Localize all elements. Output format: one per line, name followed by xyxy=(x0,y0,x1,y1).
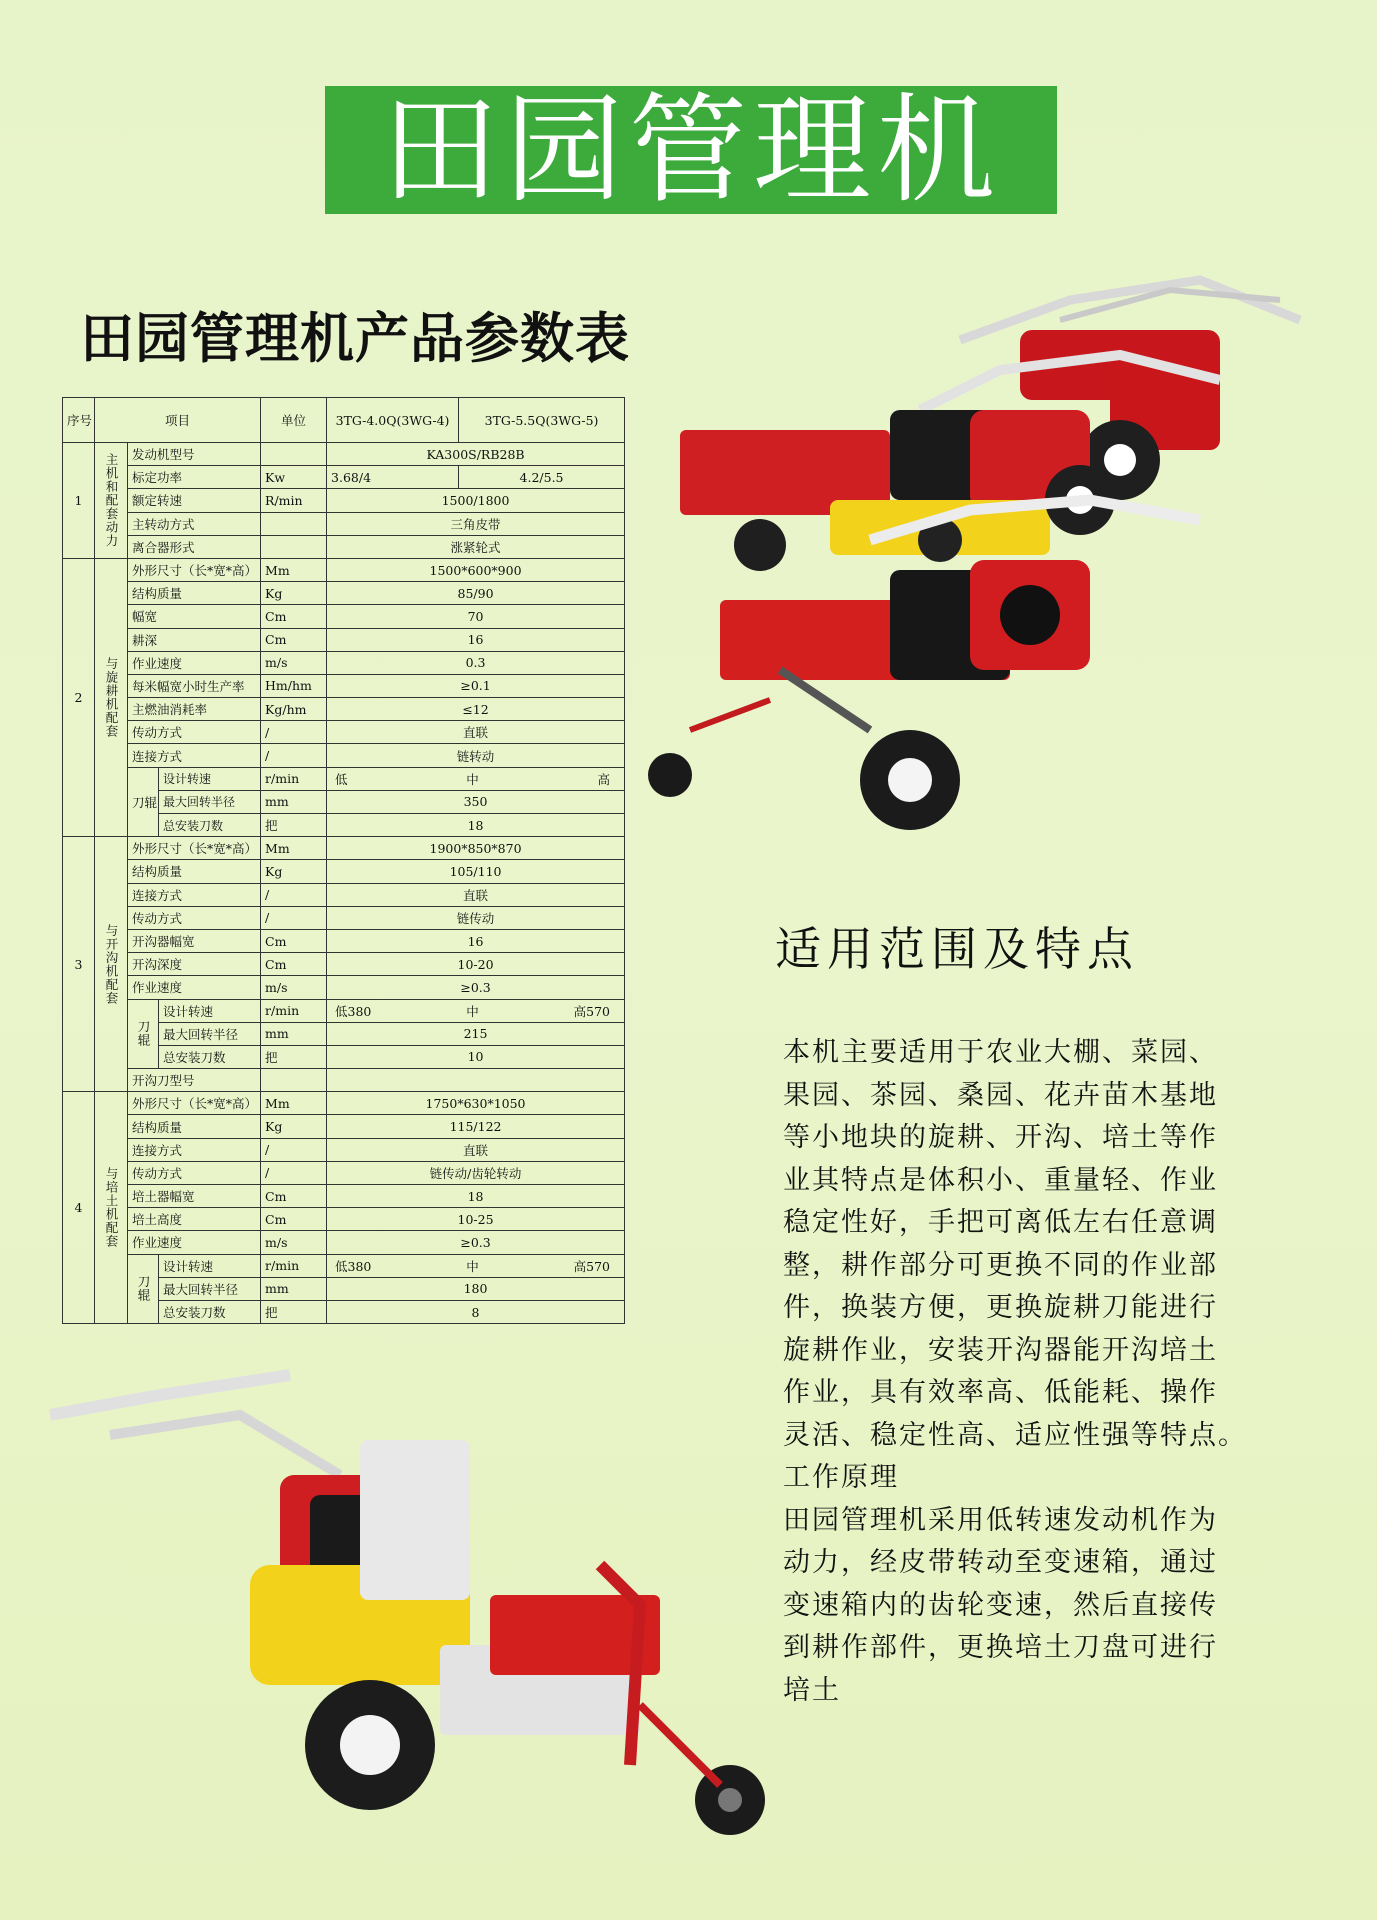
speed-low: 低 xyxy=(335,771,348,787)
row-value: 链转动 xyxy=(327,744,625,767)
group-number: 2 xyxy=(63,558,95,836)
row-unit: r/min xyxy=(261,767,327,790)
table-row xyxy=(63,512,625,535)
product-photo-tiller-single xyxy=(40,1345,780,1845)
speed-high: 高570 xyxy=(573,1258,611,1274)
row-item: 连接方式 xyxy=(128,1138,261,1161)
row-value: 105/110 xyxy=(327,860,625,883)
row-item: 每米幅宽小时生产率 xyxy=(128,674,261,697)
row-unit: / xyxy=(261,1161,327,1184)
table-row xyxy=(63,535,625,558)
table-row xyxy=(63,489,625,512)
row-unit: m/s xyxy=(261,1231,327,1254)
row-value: 215 xyxy=(327,1022,625,1045)
row-value: 16 xyxy=(327,628,625,651)
row-unit xyxy=(261,535,327,558)
table-row xyxy=(63,698,625,721)
row-unit: Hm/hm xyxy=(261,674,327,697)
row-value: 10 xyxy=(327,1045,625,1068)
description-line: 灵活、稳定性高、适应性强等特点。 xyxy=(783,1419,1247,1451)
row-unit: mm xyxy=(261,790,327,813)
blade-label: 刀辊 xyxy=(128,999,159,1069)
speed-mid: 中 xyxy=(466,1258,479,1274)
working-principle-heading: 工作原理 xyxy=(783,1462,899,1493)
table-row xyxy=(63,999,625,1022)
banner-title: 田园管理机 xyxy=(380,81,1001,219)
table-row xyxy=(63,883,625,906)
row-item: 开沟深度 xyxy=(128,953,261,976)
row-item: 离合器形式 xyxy=(128,535,261,558)
description-line: 本机主要适用于农业大棚、菜园、 xyxy=(783,1037,1218,1068)
table-row xyxy=(63,929,625,952)
row-unit: Mm xyxy=(261,837,327,860)
description-line: 整，耕作部分可更换不同的作业部 xyxy=(783,1249,1218,1281)
row-value: 直联 xyxy=(327,1138,625,1161)
row-unit: Mm xyxy=(261,558,327,581)
row-value: 直联 xyxy=(327,883,625,906)
description-line: 培土 xyxy=(783,1674,841,1706)
spec-table xyxy=(62,397,625,1324)
table-title: 田园管理机产品参数表 xyxy=(80,307,630,370)
table-row xyxy=(63,1069,625,1092)
description-line: 果园、茶园、桑园、花卉苗木基地 xyxy=(783,1079,1218,1111)
header-item: 项目 xyxy=(95,398,261,443)
row-item: 培土高度 xyxy=(128,1208,261,1231)
row-value: ≥0.3 xyxy=(327,1231,625,1254)
row-value: 18 xyxy=(327,814,625,837)
row-unit: Cm xyxy=(261,1185,327,1208)
title-banner xyxy=(325,81,1057,219)
table-row xyxy=(63,767,625,790)
table-row xyxy=(63,558,625,581)
row-unit: R/min xyxy=(261,489,327,512)
row-unit: mm xyxy=(261,1277,327,1300)
row-unit: m/s xyxy=(261,976,327,999)
row-item: 作业速度 xyxy=(128,976,261,999)
header-model-b: 3TG-5.5Q(3WG-5) xyxy=(459,398,625,443)
row-value: 0.3 xyxy=(327,651,625,674)
row-item: 发动机型号 xyxy=(128,443,261,466)
row-value xyxy=(327,1254,625,1277)
table-row xyxy=(63,1208,625,1231)
row-value xyxy=(327,1069,625,1092)
row-value: 1500*600*900 xyxy=(327,558,625,581)
table-row xyxy=(63,605,625,628)
row-unit xyxy=(261,443,327,466)
header-unit: 单位 xyxy=(261,398,327,443)
row-unit: Cm xyxy=(261,605,327,628)
table-row xyxy=(63,837,625,860)
row-unit: r/min xyxy=(261,999,327,1022)
row-value: ≤12 xyxy=(327,698,625,721)
row-value xyxy=(327,767,625,790)
row-unit xyxy=(261,1069,327,1092)
row-value: ≥0.1 xyxy=(327,674,625,697)
table-row xyxy=(63,860,625,883)
table-row xyxy=(63,1231,625,1254)
group-number: 4 xyxy=(63,1092,95,1324)
description-line: 到耕作部件，更换培土刀盘可进行 xyxy=(783,1632,1218,1663)
description-line: 动力，经皮带转动至变速箱，通过 xyxy=(783,1547,1218,1578)
row-value: 10-25 xyxy=(327,1208,625,1231)
row-item: 总安装刀数 xyxy=(159,1045,261,1068)
row-item: 幅宽 xyxy=(128,605,261,628)
row-unit: / xyxy=(261,721,327,744)
table-row xyxy=(63,466,625,489)
table-row xyxy=(63,1092,625,1115)
row-value: 链传动 xyxy=(327,906,625,929)
row-unit: / xyxy=(261,1138,327,1161)
speed-high: 高570 xyxy=(573,1003,611,1019)
row-unit: Kg/hm xyxy=(261,698,327,721)
row-item: 传动方式 xyxy=(128,1161,261,1184)
header-seq: 序号 xyxy=(63,398,95,443)
table-row xyxy=(63,744,625,767)
row-item: 额定转速 xyxy=(128,489,261,512)
table-header-row xyxy=(63,398,625,443)
group-label: 与旋耕机配套 xyxy=(95,558,128,836)
row-unit: Kg xyxy=(261,582,327,605)
table-row xyxy=(63,1254,625,1277)
row-value: 10-20 xyxy=(327,953,625,976)
row-item: 设计转速 xyxy=(159,1254,261,1277)
row-item: 传动方式 xyxy=(128,721,261,744)
row-item: 连接方式 xyxy=(128,883,261,906)
table-row xyxy=(63,651,625,674)
features-description xyxy=(783,1032,1263,1712)
row-item: 总安装刀数 xyxy=(159,814,261,837)
row-item: 结构质量 xyxy=(128,582,261,605)
speed-mid: 中 xyxy=(466,1003,479,1019)
row-item: 外形尺寸（长*宽*高） xyxy=(128,558,261,581)
header-model-a: 3TG-4.0Q(3WG-4) xyxy=(327,398,459,443)
table-row xyxy=(63,443,625,466)
group-number: 1 xyxy=(63,443,95,559)
row-unit: Mm xyxy=(261,1092,327,1115)
row-item: 标定功率 xyxy=(128,466,261,489)
row-item: 最大回转半径 xyxy=(159,1277,261,1300)
row-unit: Cm xyxy=(261,628,327,651)
row-value: 115/122 xyxy=(327,1115,625,1138)
tiller-single-image xyxy=(50,1375,765,1835)
description-line: 田园管理机采用低转速发动机作为 xyxy=(783,1504,1218,1536)
row-item: 结构质量 xyxy=(128,1115,261,1138)
row-item: 设计转速 xyxy=(159,999,261,1022)
table-row xyxy=(63,582,625,605)
row-item: 总安装刀数 xyxy=(159,1300,261,1323)
row-value: KA300S/RB28B xyxy=(327,443,625,466)
description-line: 稳定性好，手把可离低左右任意调 xyxy=(783,1207,1218,1238)
blade-label: 刀辊 xyxy=(128,1254,159,1324)
features-title: 适用范围及特点 xyxy=(775,922,1139,976)
row-item: 外形尺寸（长*宽*高） xyxy=(128,1092,261,1115)
row-item: 作业速度 xyxy=(128,651,261,674)
table-row xyxy=(63,906,625,929)
row-item: 开沟刀型号 xyxy=(128,1069,261,1092)
row-unit xyxy=(261,512,327,535)
row-unit: / xyxy=(261,744,327,767)
row-value: 70 xyxy=(327,605,625,628)
row-value: 85/90 xyxy=(327,582,625,605)
row-unit: 把 xyxy=(261,814,327,837)
speed-low: 低380 xyxy=(335,1258,372,1274)
row-item: 开沟器幅宽 xyxy=(128,929,261,952)
row-item: 培土器幅宽 xyxy=(128,1185,261,1208)
description-line: 件，换装方便，更换旋耕刀能进行 xyxy=(783,1292,1218,1323)
row-item: 外形尺寸（长*宽*高） xyxy=(128,837,261,860)
group-label: 与培土机配套 xyxy=(95,1092,128,1324)
row-unit: Kw xyxy=(261,466,327,489)
speed-low: 低380 xyxy=(335,1003,372,1019)
row-value: 8 xyxy=(327,1300,625,1323)
row-item: 主转动方式 xyxy=(128,512,261,535)
row-item: 传动方式 xyxy=(128,906,261,929)
group-label: 与开沟机配套 xyxy=(95,837,128,1092)
row-item: 设计转速 xyxy=(159,767,261,790)
description-line: 变速箱内的齿轮变速，然后直接传 xyxy=(783,1589,1218,1621)
table-row xyxy=(63,976,625,999)
group-number: 3 xyxy=(63,837,95,1092)
blade-label: 刀辊 xyxy=(128,767,159,837)
row-value: 三角皮带 xyxy=(327,512,625,535)
table-row xyxy=(63,1185,625,1208)
row-item: 主燃油消耗率 xyxy=(128,698,261,721)
table-row xyxy=(63,1115,625,1138)
speed-high: 高 xyxy=(597,771,611,787)
row-value: 直联 xyxy=(327,721,625,744)
row-value: 18 xyxy=(327,1185,625,1208)
row-unit: r/min xyxy=(261,1254,327,1277)
description-line: 等小地块的旋耕、开沟、培土等作 xyxy=(783,1122,1218,1153)
description-line: 业其特点是体积小、重量轻、作业 xyxy=(783,1164,1218,1196)
row-value xyxy=(327,999,625,1022)
row-item: 结构质量 xyxy=(128,860,261,883)
description-line: 作业，具有效率高、低能耗、操作 xyxy=(783,1377,1218,1408)
row-value: 链传动/齿轮转动 xyxy=(327,1161,625,1184)
row-unit: 把 xyxy=(261,1300,327,1323)
row-value: 1500/1800 xyxy=(327,489,625,512)
row-value: 涨紧轮式 xyxy=(327,535,625,558)
row-value: 350 xyxy=(327,790,625,813)
row-item: 最大回转半径 xyxy=(159,1022,261,1045)
table-row xyxy=(63,674,625,697)
row-unit: Cm xyxy=(261,1208,327,1231)
row-unit: / xyxy=(261,906,327,929)
table-row xyxy=(63,1138,625,1161)
row-value: 1900*850*870 xyxy=(327,837,625,860)
row-unit: / xyxy=(261,883,327,906)
product-photo-tillers-group xyxy=(640,260,1360,840)
row-unit: Cm xyxy=(261,953,327,976)
row-unit: Cm xyxy=(261,929,327,952)
speed-mid: 中 xyxy=(466,771,479,787)
row-unit: Kg xyxy=(261,1115,327,1138)
row-unit: m/s xyxy=(261,651,327,674)
description-line: 旋耕作业，安装开沟器能开沟培土 xyxy=(783,1334,1218,1366)
row-unit: mm xyxy=(261,1022,327,1045)
table-row xyxy=(63,721,625,744)
table-row xyxy=(63,1161,625,1184)
row-value: 180 xyxy=(327,1277,625,1300)
row-value-a: 3.68/4 xyxy=(327,466,459,489)
row-value: ≥0.3 xyxy=(327,976,625,999)
row-unit: Kg xyxy=(261,860,327,883)
table-row xyxy=(63,628,625,651)
row-item: 连接方式 xyxy=(128,744,261,767)
row-unit: 把 xyxy=(261,1045,327,1068)
group-label: 主机和配套动力 xyxy=(95,443,128,559)
row-value-b: 4.2/5.5 xyxy=(459,466,625,489)
row-value: 1750*630*1050 xyxy=(327,1092,625,1115)
row-item: 耕深 xyxy=(128,628,261,651)
row-item: 最大回转半径 xyxy=(159,790,261,813)
table-row xyxy=(63,953,625,976)
row-value: 16 xyxy=(327,929,625,952)
row-item: 作业速度 xyxy=(128,1231,261,1254)
